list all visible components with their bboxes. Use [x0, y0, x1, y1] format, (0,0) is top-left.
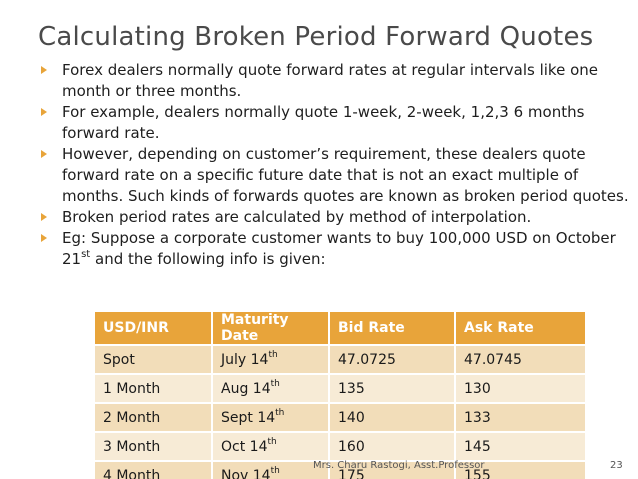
- bullet-text: However, depending on customer’s requirement, these dealers quote forward rate on a specific future date that is not an exact multiple of months. Such kinds of forwards quotes are known as broken period quotes.: [62, 145, 629, 205]
- ask-rate-cell: 47.0745: [455, 345, 585, 374]
- ask-rate-cell: 130: [455, 374, 585, 403]
- ordinal-suffix: st: [81, 249, 91, 260]
- tenor-cell: 3 Month: [95, 432, 212, 461]
- arrow-bullet-icon: [41, 213, 47, 221]
- table-row: [95, 432, 585, 461]
- page-number: 23: [610, 460, 623, 471]
- bid-rate-cell: 160: [329, 432, 455, 461]
- slide-title: Calculating Broken Period Forward Quotes: [38, 22, 594, 52]
- tenor-cell: 2 Month: [95, 403, 212, 432]
- tenor-cell: Spot: [95, 345, 212, 374]
- bullet-text: [62, 229, 616, 268]
- table-row: [95, 374, 585, 403]
- forward-rates-table: [95, 312, 585, 479]
- ask-rate-cell: 155: [455, 461, 585, 479]
- column-header: USD/INR: [95, 312, 212, 345]
- maturity-date-cell: Aug 14th: [212, 374, 329, 403]
- slide-footer: Mrs. Charu Rastogi, Asst.Professor: [313, 460, 485, 471]
- bullet-item: [40, 228, 632, 270]
- arrow-bullet-icon: [41, 234, 47, 242]
- bullet-text-part: Eg: Suppose a corporate customer wants to buy 100,000 USD on October 21: [62, 229, 616, 268]
- ask-rate-cell: 145: [455, 432, 585, 461]
- bid-rate-cell: 47.0725: [329, 345, 455, 374]
- bullet-text: Forex dealers normally quote forward rates at regular intervals like one month or three months.: [62, 61, 598, 100]
- maturity-date-cell: Nov 14th: [212, 461, 329, 479]
- table-row: [95, 345, 585, 374]
- ask-rate-cell: 133: [455, 403, 585, 432]
- bullet-item: [40, 144, 632, 207]
- bullet-item: [40, 207, 632, 228]
- bid-rate-cell: 135: [329, 374, 455, 403]
- arrow-bullet-icon: [41, 150, 47, 158]
- tenor-cell: 1 Month: [95, 374, 212, 403]
- maturity-date-cell: Oct 14th: [212, 432, 329, 461]
- tenor-cell: 4 Month: [95, 461, 212, 479]
- arrow-bullet-icon: [41, 66, 47, 74]
- bullet-text: For example, dealers normally quote 1-week, 2-week, 1,2,3 6 months forward rate.: [62, 103, 585, 142]
- bullet-text: Broken period rates are calculated by method of interpolation.: [62, 208, 532, 226]
- bid-rate-cell: 175: [329, 461, 455, 479]
- maturity-date-cell: Sept 14th: [212, 403, 329, 432]
- column-header: Bid Rate: [329, 312, 455, 345]
- bullet-text-part: and the following info is given:: [90, 250, 326, 268]
- column-header: Ask Rate: [455, 312, 585, 345]
- maturity-date-cell: July 14th: [212, 345, 329, 374]
- bullet-item: [40, 102, 632, 144]
- arrow-bullet-icon: [41, 108, 47, 116]
- table-row: [95, 403, 585, 432]
- bid-rate-cell: 140: [329, 403, 455, 432]
- bullet-item: [40, 60, 632, 102]
- column-header: Maturity Date: [212, 312, 329, 345]
- table-header-row: [95, 312, 585, 345]
- bullet-list: [40, 60, 632, 270]
